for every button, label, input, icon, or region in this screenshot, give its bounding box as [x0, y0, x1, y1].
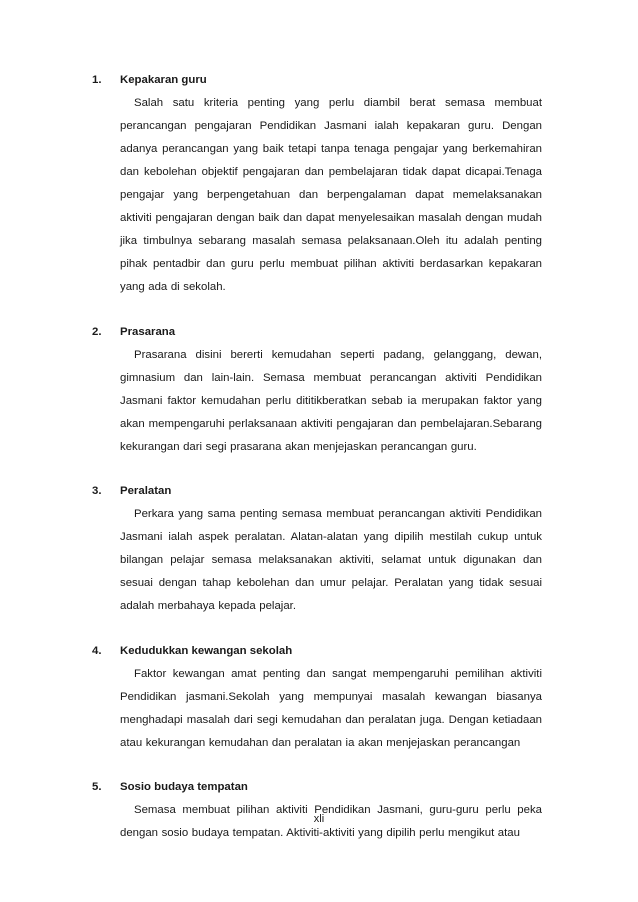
section-kewangan-sekolah [92, 642, 542, 755]
section-heading [92, 71, 542, 90]
document-content [92, 71, 542, 869]
section-number: 4. [92, 644, 102, 657]
section-paragraph: Semasa membuat pilihan aktiviti Pendidikan Jasmani, guru-guru perlu peka dengan sosio budaya tempatan. Aktiviti-aktiviti yang dipilih perlu mengikut atau [120, 804, 542, 839]
section-kepakaran-guru [92, 71, 542, 299]
section-prasarana [92, 323, 542, 459]
section-number: 5. [92, 781, 102, 793]
section-paragraph: Perkara yang sama penting semasa membuat perancangan aktiviti Pendidikan Jasmani ialah aspek peralatan. Alatan-alatan yang dipilih mestilah cukup untuk bilangan pelajar semasa melaksanakan aktiviti, selamat untuk digunakan dan sesuai dengan tahap kebolehan dan umur pelajar. Peralatan yang tidak sesuai adalah merbahaya kepada pelajar. [120, 508, 542, 612]
section-number: 1. [92, 74, 102, 86]
section-paragraph: Prasarana disini bererti kemudahan seperti padang, gelanggang, dewan, gimnasium dan lain-lain. Semasa membuat perancangan aktiviti Pendidikan Jasmani faktor kemudahan perlu dititikberatkan sebab ia merupakan faktor yang akan mempengaruhi perlaksanaan aktiviti pengajaran dan pembelajaran.Sebarang kekurangan dari segi prasarana akan menjejaskan perancangan guru. [120, 348, 542, 453]
section-heading [92, 323, 542, 342]
section-title: Prasarana [120, 325, 176, 338]
section-title: Kepakaran guru [120, 74, 207, 86]
section-title: Peralatan [120, 485, 172, 497]
section-heading [92, 778, 542, 797]
section-title: Kedudukkan kewangan sekolah [120, 644, 293, 657]
section-heading [92, 642, 542, 661]
section-heading [92, 482, 542, 501]
section-number: 3. [92, 485, 102, 497]
section-number: 2. [92, 325, 102, 338]
section-peralatan [92, 482, 542, 618]
section-paragraph: Faktor kewangan amat penting dan sangat mempengaruhi pemilihan aktiviti Pendidikan jasmani.Sekolah yang mempunyai masalah kewangan biasanya menghadapi masalah dari segi kemudahan dan peralatan juga. Dengan ketiadaan atau kekurangan kemudahan dan peralatan ia akan menjejaskan perancangan [120, 667, 542, 749]
section-paragraph: Salah satu kriteria penting yang perlu diambil berat semasa membuat perancangan pengajaran Pendidikan Jasmani ialah kepakaran guru. Dengan adanya perancangan yang baik tetapi tanpa tenaga pengajar yang berkemahiran dan kebolehan objektif pengajaran dan pembelajaran tidak dapat dicapai.Tenaga pengajar yang berpengetahuan dan berpengalaman dapat memelaksanakan aktiviti pengajaran dengan baik dan dapat menyelesaikan masalah dengan mudah jika timbulnya sebarang masalah semasa pelaksanaan.Oleh itu adalah penting pihak pentadbir dan guru perlu membuat pilihan aktiviti berdasarkan kepakaran yang ada di sekolah. [120, 97, 542, 293]
page-number: xli [313, 813, 325, 825]
section-title: Sosio budaya tempatan [120, 781, 248, 793]
